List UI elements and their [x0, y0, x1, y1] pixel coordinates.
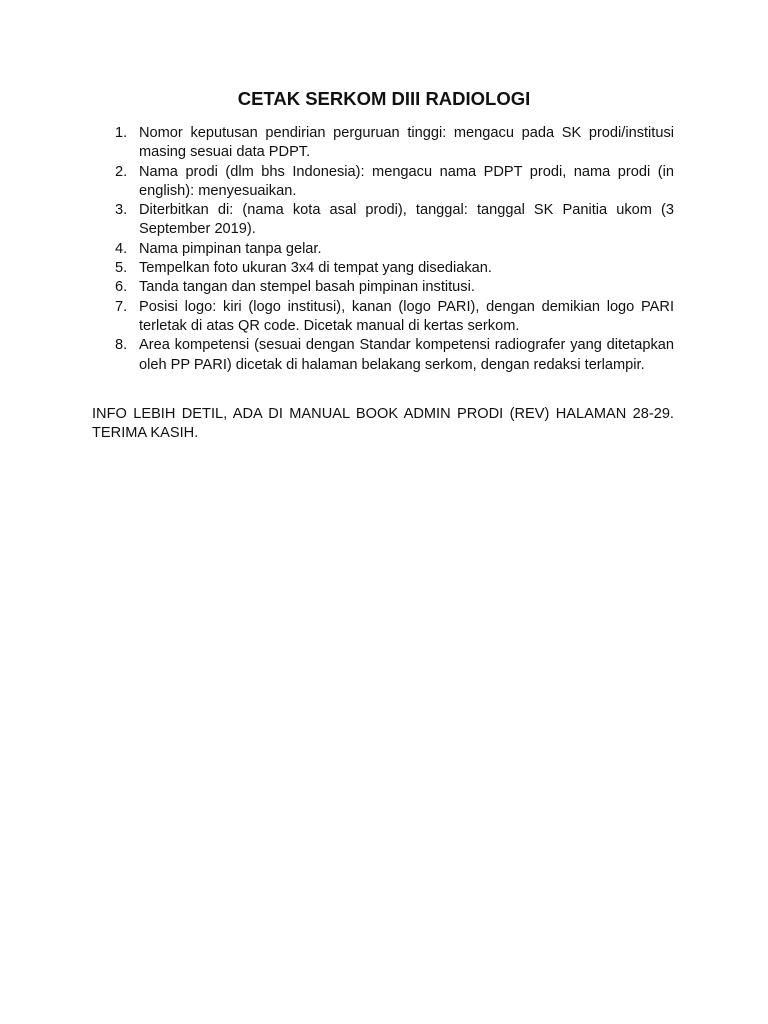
list-item-text: Posisi logo: kiri (logo institusi), kanan (logo PARI), dengan demikian logo PARI terletak di atas QR code. Dicetak manual di kertas serkom. [139, 298, 674, 334]
list-item-number: 4. [115, 240, 128, 257]
instruction-list [104, 124, 674, 375]
list-item [104, 240, 674, 259]
list-item [104, 124, 674, 163]
list-item [104, 278, 674, 297]
list-item [104, 336, 674, 375]
list-item-text: Tempelkan foto ukuran 3x4 di tempat yang disediakan. [139, 260, 492, 277]
list-item-text: Diterbitkan di: (nama kota asal prodi), tanggal: tanggal SK Panitia ukom (3 September 2019). [139, 202, 674, 238]
list-item [104, 201, 674, 240]
list-item-number: 2. [115, 163, 128, 180]
info-note: INFO LEBIH DETIL, ADA DI MANUAL BOOK ADMIN PRODI (REV) HALAMAN 28-29. TERIMA KASIH. [92, 406, 674, 442]
list-item-number: 5. [115, 260, 128, 277]
list-item-text: Nama prodi (dlm bhs Indonesia): mengacu nama PDPT prodi, nama prodi (in english): menyesuaikan. [139, 163, 674, 199]
list-item-text: Tanda tangan dan stempel basah pimpinan institusi. [139, 279, 475, 296]
list-item [104, 298, 674, 337]
list-item-text: Nomor keputusan pendirian perguruan tinggi: mengacu pada SK prodi/institusi masing sesuai data PDPT. [139, 125, 674, 161]
list-item-number: 8. [115, 337, 128, 354]
list-item-number: 7. [115, 298, 128, 315]
document-title: CETAK SERKOM DIII RADIOLOGI [237, 88, 531, 109]
list-item [104, 259, 674, 278]
list-item-number: 6. [115, 279, 128, 296]
list-item-text: Nama pimpinan tanpa gelar. [139, 240, 322, 257]
list-item-number: 3. [115, 202, 128, 219]
list-item [104, 163, 674, 202]
list-item-number: 1. [115, 125, 128, 141]
list-item-text: Area kompetensi (sesuai dengan Standar kompetensi radiografer yang ditetapkan oleh PP PARI) dicetak di halaman belakang serkom, dengan redaksi terlampir. [139, 337, 674, 373]
